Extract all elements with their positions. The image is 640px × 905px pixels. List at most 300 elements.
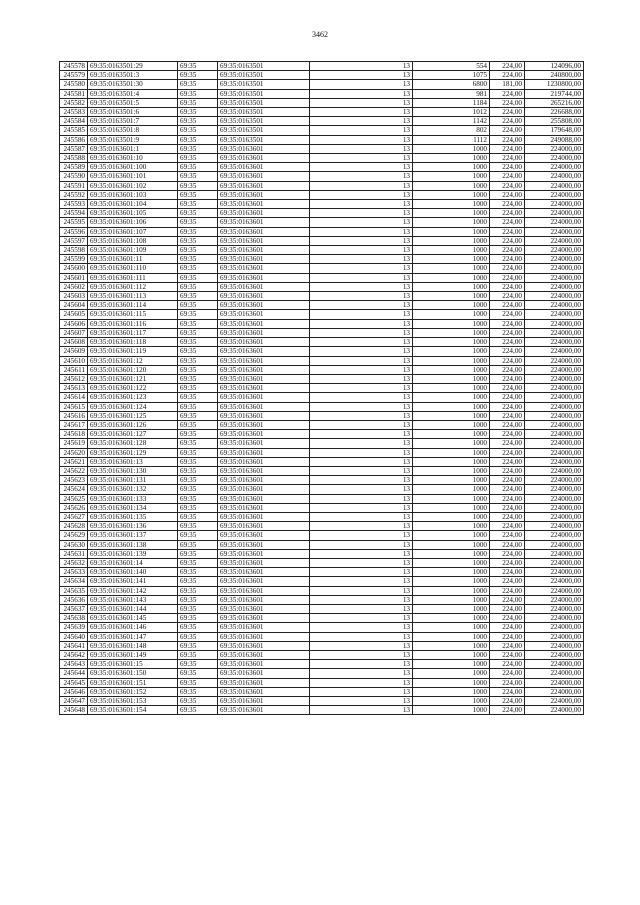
cadastral-number-cell: 69:35:0163601:146 xyxy=(88,623,178,632)
cadastral-number-cell: 69:35:0163501:3 xyxy=(88,71,178,80)
rate-cell: 224,00 xyxy=(490,98,525,107)
row-id-cell: 245612 xyxy=(60,374,88,383)
district-code-cell: 69:35 xyxy=(178,420,218,429)
row-id-cell: 245596 xyxy=(60,227,88,236)
row-id-cell: 245611 xyxy=(60,365,88,374)
table-row xyxy=(60,135,584,144)
district-code-cell: 69:35 xyxy=(178,227,218,236)
quarter-number-cell: 69:35:0163601 xyxy=(218,163,310,172)
table-row xyxy=(60,319,584,328)
table-row xyxy=(60,660,584,669)
cadastral-value-cell: 224000,00 xyxy=(525,209,584,218)
cadastral-value-cell: 224000,00 xyxy=(525,319,584,328)
cadastral-value-cell: 1230800,00 xyxy=(525,80,584,89)
quarter-number-cell: 69:35:0163601 xyxy=(218,411,310,420)
category-code-cell: 13 xyxy=(310,393,413,402)
rate-cell: 224,00 xyxy=(490,319,525,328)
cadastral-number-cell: 69:35:0163601:11 xyxy=(88,255,178,264)
rate-cell: 224,00 xyxy=(490,338,525,347)
area-cell: 1000 xyxy=(413,356,490,365)
quarter-number-cell: 69:35:0163601 xyxy=(218,393,310,402)
area-cell: 802 xyxy=(413,126,490,135)
area-cell: 1000 xyxy=(413,218,490,227)
row-id-cell: 245609 xyxy=(60,347,88,356)
cadastral-number-cell: 69:35:0163601:152 xyxy=(88,687,178,696)
quarter-number-cell: 69:35:0163601 xyxy=(218,540,310,549)
table-row xyxy=(60,264,584,273)
row-id-cell: 245605 xyxy=(60,310,88,319)
quarter-number-cell: 69:35:0163601 xyxy=(218,430,310,439)
district-code-cell: 69:35 xyxy=(178,319,218,328)
district-code-cell: 69:35 xyxy=(178,586,218,595)
category-code-cell: 13 xyxy=(310,439,413,448)
table-row xyxy=(60,595,584,604)
quarter-number-cell: 69:35:0163601 xyxy=(218,328,310,337)
cadastral-number-cell: 69:35:0163601:126 xyxy=(88,420,178,429)
cadastral-value-cell: 224000,00 xyxy=(525,494,584,503)
row-id-cell: 245610 xyxy=(60,356,88,365)
rate-cell: 224,00 xyxy=(490,356,525,365)
rate-cell: 224,00 xyxy=(490,687,525,696)
area-cell: 1000 xyxy=(413,641,490,650)
district-code-cell: 69:35 xyxy=(178,651,218,660)
category-code-cell: 13 xyxy=(310,549,413,558)
cadastral-value-cell: 224000,00 xyxy=(525,402,584,411)
table-row xyxy=(60,512,584,521)
table-row xyxy=(60,706,584,715)
cadastral-value-cell: 224000,00 xyxy=(525,623,584,632)
quarter-number-cell: 69:35:0163601 xyxy=(218,522,310,531)
table-row xyxy=(60,439,584,448)
category-code-cell: 13 xyxy=(310,200,413,209)
rate-cell: 224,00 xyxy=(490,384,525,393)
table-row xyxy=(60,209,584,218)
row-id-cell: 245590 xyxy=(60,172,88,181)
cadastral-number-cell: 69:35:0163601:153 xyxy=(88,697,178,706)
quarter-number-cell: 69:35:0163601 xyxy=(218,595,310,604)
category-code-cell: 13 xyxy=(310,338,413,347)
rate-cell: 224,00 xyxy=(490,154,525,163)
cadastral-number-cell: 69:35:0163601:119 xyxy=(88,347,178,356)
cadastral-number-cell: 69:35:0163501:6 xyxy=(88,108,178,117)
district-code-cell: 69:35 xyxy=(178,282,218,291)
table-row xyxy=(60,89,584,98)
category-code-cell: 13 xyxy=(310,448,413,457)
cadastral-number-cell: 69:35:0163601:122 xyxy=(88,384,178,393)
table-row xyxy=(60,411,584,420)
district-code-cell: 69:35 xyxy=(178,669,218,678)
district-code-cell: 69:35 xyxy=(178,126,218,135)
district-code-cell: 69:35 xyxy=(178,393,218,402)
category-code-cell: 13 xyxy=(310,117,413,126)
table-row xyxy=(60,494,584,503)
district-code-cell: 69:35 xyxy=(178,595,218,604)
district-code-cell: 69:35 xyxy=(178,209,218,218)
cadastral-value-cell: 224000,00 xyxy=(525,641,584,650)
rate-cell: 224,00 xyxy=(490,457,525,466)
cadastral-value-cell: 224000,00 xyxy=(525,144,584,153)
cadastral-number-cell: 69:35:0163601:15 xyxy=(88,660,178,669)
cadastral-number-cell: 69:35:0163601:10 xyxy=(88,154,178,163)
rate-cell: 224,00 xyxy=(490,273,525,282)
cadastral-value-cell: 224000,00 xyxy=(525,163,584,172)
category-code-cell: 13 xyxy=(310,687,413,696)
row-id-cell: 245634 xyxy=(60,577,88,586)
cadastral-value-cell: 224000,00 xyxy=(525,687,584,696)
row-id-cell: 245580 xyxy=(60,80,88,89)
category-code-cell: 13 xyxy=(310,540,413,549)
district-code-cell: 69:35 xyxy=(178,264,218,273)
table-row xyxy=(60,457,584,466)
district-code-cell: 69:35 xyxy=(178,641,218,650)
district-code-cell: 69:35 xyxy=(178,144,218,153)
row-id-cell: 245619 xyxy=(60,439,88,448)
district-code-cell: 69:35 xyxy=(178,549,218,558)
district-code-cell: 69:35 xyxy=(178,135,218,144)
area-cell: 1000 xyxy=(413,522,490,531)
district-code-cell: 69:35 xyxy=(178,62,218,71)
row-id-cell: 245642 xyxy=(60,651,88,660)
category-code-cell: 13 xyxy=(310,172,413,181)
table-row xyxy=(60,356,584,365)
area-cell: 1000 xyxy=(413,273,490,282)
cadastral-value-cell: 255808,00 xyxy=(525,117,584,126)
cadastral-value-cell: 226688,00 xyxy=(525,108,584,117)
table-row xyxy=(60,604,584,613)
district-code-cell: 69:35 xyxy=(178,568,218,577)
row-id-cell: 245643 xyxy=(60,660,88,669)
rate-cell: 224,00 xyxy=(490,218,525,227)
rate-cell: 224,00 xyxy=(490,632,525,641)
rate-cell: 224,00 xyxy=(490,172,525,181)
district-code-cell: 69:35 xyxy=(178,301,218,310)
table-row xyxy=(60,466,584,475)
area-cell: 1000 xyxy=(413,531,490,540)
rate-cell: 224,00 xyxy=(490,706,525,715)
table-row xyxy=(60,577,584,586)
row-id-cell: 245599 xyxy=(60,255,88,264)
rate-cell: 224,00 xyxy=(490,190,525,199)
rate-cell: 224,00 xyxy=(490,365,525,374)
category-code-cell: 13 xyxy=(310,430,413,439)
district-code-cell: 69:35 xyxy=(178,374,218,383)
row-id-cell: 245640 xyxy=(60,632,88,641)
row-id-cell: 245627 xyxy=(60,512,88,521)
category-code-cell: 13 xyxy=(310,641,413,650)
area-cell: 1000 xyxy=(413,181,490,190)
area-cell: 1000 xyxy=(413,282,490,291)
rate-cell: 224,00 xyxy=(490,595,525,604)
area-cell: 1000 xyxy=(413,172,490,181)
quarter-number-cell: 69:35:0163601 xyxy=(218,310,310,319)
cadastral-number-cell: 69:35:0163601:141 xyxy=(88,577,178,586)
area-cell: 1000 xyxy=(413,411,490,420)
area-cell: 1000 xyxy=(413,365,490,374)
quarter-number-cell: 69:35:0163601 xyxy=(218,246,310,255)
category-code-cell: 13 xyxy=(310,264,413,273)
cadastral-number-cell: 69:35:0163601:136 xyxy=(88,522,178,531)
quarter-number-cell: 69:35:0163601 xyxy=(218,227,310,236)
quarter-number-cell: 69:35:0163601 xyxy=(218,687,310,696)
row-id-cell: 245584 xyxy=(60,117,88,126)
rate-cell: 224,00 xyxy=(490,485,525,494)
area-cell: 1000 xyxy=(413,227,490,236)
rate-cell: 224,00 xyxy=(490,641,525,650)
table-row xyxy=(60,393,584,402)
row-id-cell: 245623 xyxy=(60,476,88,485)
category-code-cell: 13 xyxy=(310,660,413,669)
cadastral-number-cell: 69:35:0163601:110 xyxy=(88,264,178,273)
quarter-number-cell: 69:35:0163601 xyxy=(218,558,310,567)
cadastral-value-cell: 224000,00 xyxy=(525,255,584,264)
area-cell: 1000 xyxy=(413,301,490,310)
category-code-cell: 13 xyxy=(310,310,413,319)
table-row xyxy=(60,623,584,632)
row-id-cell: 245608 xyxy=(60,338,88,347)
category-code-cell: 13 xyxy=(310,246,413,255)
row-id-cell: 245606 xyxy=(60,319,88,328)
rate-cell: 224,00 xyxy=(490,540,525,549)
cadastral-value-cell: 224000,00 xyxy=(525,522,584,531)
area-cell: 1000 xyxy=(413,485,490,494)
area-cell: 1000 xyxy=(413,577,490,586)
row-id-cell: 245597 xyxy=(60,236,88,245)
area-cell: 1000 xyxy=(413,292,490,301)
quarter-number-cell: 69:35:0163601 xyxy=(218,144,310,153)
table-row xyxy=(60,328,584,337)
area-cell: 1000 xyxy=(413,144,490,153)
category-code-cell: 13 xyxy=(310,411,413,420)
table-row xyxy=(60,292,584,301)
category-code-cell: 13 xyxy=(310,697,413,706)
district-code-cell: 69:35 xyxy=(178,80,218,89)
cadastral-number-cell: 69:35:0163601:147 xyxy=(88,632,178,641)
cadastral-number-cell: 69:35:0163601:100 xyxy=(88,163,178,172)
row-id-cell: 245589 xyxy=(60,163,88,172)
cadastral-value-cell: 224000,00 xyxy=(525,448,584,457)
district-code-cell: 69:35 xyxy=(178,522,218,531)
quarter-number-cell: 69:35:0163601 xyxy=(218,697,310,706)
district-code-cell: 69:35 xyxy=(178,466,218,475)
area-cell: 1000 xyxy=(413,549,490,558)
area-cell: 1000 xyxy=(413,236,490,245)
table-row xyxy=(60,80,584,89)
cadastral-value-cell: 265216,00 xyxy=(525,98,584,107)
row-id-cell: 245633 xyxy=(60,568,88,577)
rate-cell: 224,00 xyxy=(490,209,525,218)
cadastral-number-cell: 69:35:0163601:131 xyxy=(88,476,178,485)
table-body xyxy=(60,62,584,715)
row-id-cell: 245646 xyxy=(60,687,88,696)
district-code-cell: 69:35 xyxy=(178,678,218,687)
row-id-cell: 245626 xyxy=(60,503,88,512)
district-code-cell: 69:35 xyxy=(178,660,218,669)
rate-cell: 224,00 xyxy=(490,310,525,319)
district-code-cell: 69:35 xyxy=(178,485,218,494)
cadastral-value-cell: 224000,00 xyxy=(525,651,584,660)
district-code-cell: 69:35 xyxy=(178,623,218,632)
quarter-number-cell: 69:35:0163501 xyxy=(218,108,310,117)
area-cell: 1000 xyxy=(413,669,490,678)
area-cell: 1000 xyxy=(413,623,490,632)
cadastral-value-cell: 224000,00 xyxy=(525,273,584,282)
quarter-number-cell: 69:35:0163601 xyxy=(218,282,310,291)
district-code-cell: 69:35 xyxy=(178,98,218,107)
area-cell: 1000 xyxy=(413,384,490,393)
rate-cell: 224,00 xyxy=(490,264,525,273)
cadastral-value-cell: 224000,00 xyxy=(525,577,584,586)
district-code-cell: 69:35 xyxy=(178,457,218,466)
cadastral-number-cell: 69:35:0163601:106 xyxy=(88,218,178,227)
row-id-cell: 245641 xyxy=(60,641,88,650)
table-row xyxy=(60,549,584,558)
category-code-cell: 13 xyxy=(310,356,413,365)
area-cell: 1000 xyxy=(413,687,490,696)
cadastral-number-cell: 69:35:0163601:13 xyxy=(88,457,178,466)
row-id-cell: 245622 xyxy=(60,466,88,475)
row-id-cell: 245624 xyxy=(60,485,88,494)
rate-cell: 224,00 xyxy=(490,568,525,577)
cadastral-number-cell: 69:35:0163601:114 xyxy=(88,301,178,310)
row-id-cell: 245613 xyxy=(60,384,88,393)
category-code-cell: 13 xyxy=(310,632,413,641)
cadastral-value-cell: 224000,00 xyxy=(525,154,584,163)
row-id-cell: 245588 xyxy=(60,154,88,163)
table-row xyxy=(60,522,584,531)
rate-cell: 224,00 xyxy=(490,448,525,457)
rate-cell: 224,00 xyxy=(490,604,525,613)
table-row xyxy=(60,540,584,549)
area-cell: 1000 xyxy=(413,558,490,567)
category-code-cell: 13 xyxy=(310,108,413,117)
cadastral-number-cell: 69:35:0163601:107 xyxy=(88,227,178,236)
category-code-cell: 13 xyxy=(310,218,413,227)
table-row xyxy=(60,420,584,429)
rate-cell: 224,00 xyxy=(490,586,525,595)
table-row xyxy=(60,558,584,567)
cadastral-value-cell: 240800,00 xyxy=(525,71,584,80)
quarter-number-cell: 69:35:0163601 xyxy=(218,577,310,586)
row-id-cell: 245638 xyxy=(60,614,88,623)
district-code-cell: 69:35 xyxy=(178,558,218,567)
area-cell: 1000 xyxy=(413,200,490,209)
quarter-number-cell: 69:35:0163601 xyxy=(218,614,310,623)
quarter-number-cell: 69:35:0163601 xyxy=(218,218,310,227)
area-cell: 1000 xyxy=(413,540,490,549)
district-code-cell: 69:35 xyxy=(178,494,218,503)
row-id-cell: 245617 xyxy=(60,420,88,429)
rate-cell: 224,00 xyxy=(490,614,525,623)
category-code-cell: 13 xyxy=(310,282,413,291)
category-code-cell: 13 xyxy=(310,568,413,577)
area-cell: 1142 xyxy=(413,117,490,126)
quarter-number-cell: 69:35:0163601 xyxy=(218,549,310,558)
table-row xyxy=(60,190,584,199)
area-cell: 1000 xyxy=(413,310,490,319)
area-cell: 1000 xyxy=(413,503,490,512)
cadastral-number-cell: 69:35:0163601:132 xyxy=(88,485,178,494)
district-code-cell: 69:35 xyxy=(178,328,218,337)
quarter-number-cell: 69:35:0163501 xyxy=(218,117,310,126)
area-cell: 1000 xyxy=(413,614,490,623)
area-cell: 1000 xyxy=(413,328,490,337)
category-code-cell: 13 xyxy=(310,669,413,678)
area-cell: 1000 xyxy=(413,393,490,402)
quarter-number-cell: 69:35:0163601 xyxy=(218,660,310,669)
area-cell: 1000 xyxy=(413,347,490,356)
rate-cell: 224,00 xyxy=(490,651,525,660)
cadastral-value-cell: 224000,00 xyxy=(525,420,584,429)
cadastral-value-cell: 224000,00 xyxy=(525,604,584,613)
cadastral-number-cell: 69:35:0163601:138 xyxy=(88,540,178,549)
table-row xyxy=(60,697,584,706)
rate-cell: 224,00 xyxy=(490,678,525,687)
category-code-cell: 13 xyxy=(310,144,413,153)
quarter-number-cell: 69:35:0163601 xyxy=(218,448,310,457)
table-row xyxy=(60,586,584,595)
area-cell: 1000 xyxy=(413,595,490,604)
table-row xyxy=(60,273,584,282)
cadastral-number-cell: 69:35:0163601:145 xyxy=(88,614,178,623)
table-row xyxy=(60,282,584,291)
cadastral-value-cell: 224000,00 xyxy=(525,181,584,190)
table-row xyxy=(60,154,584,163)
quarter-number-cell: 69:35:0163601 xyxy=(218,651,310,660)
district-code-cell: 69:35 xyxy=(178,338,218,347)
table-row xyxy=(60,374,584,383)
table-row xyxy=(60,62,584,71)
cadastral-number-cell: 69:35:0163601:151 xyxy=(88,678,178,687)
cadastral-value-cell: 224000,00 xyxy=(525,512,584,521)
category-code-cell: 13 xyxy=(310,227,413,236)
category-code-cell: 13 xyxy=(310,503,413,512)
district-code-cell: 69:35 xyxy=(178,384,218,393)
rate-cell: 224,00 xyxy=(490,669,525,678)
category-code-cell: 13 xyxy=(310,384,413,393)
row-id-cell: 245591 xyxy=(60,181,88,190)
cadastral-value-cell: 224000,00 xyxy=(525,568,584,577)
cadastral-value-cell: 224000,00 xyxy=(525,457,584,466)
district-code-cell: 69:35 xyxy=(178,310,218,319)
cadastral-number-cell: 69:35:0163601:109 xyxy=(88,246,178,255)
cadastral-value-cell: 224000,00 xyxy=(525,393,584,402)
category-code-cell: 13 xyxy=(310,678,413,687)
table-row xyxy=(60,163,584,172)
table-row xyxy=(60,255,584,264)
category-code-cell: 13 xyxy=(310,126,413,135)
table-row xyxy=(60,669,584,678)
area-cell: 1000 xyxy=(413,319,490,328)
cadastral-value-cell: 224000,00 xyxy=(525,347,584,356)
cadastral-number-cell: 69:35:0163601:103 xyxy=(88,190,178,199)
cadastral-number-cell: 69:35:0163501:30 xyxy=(88,80,178,89)
cadastral-value-cell: 224000,00 xyxy=(525,558,584,567)
quarter-number-cell: 69:35:0163601 xyxy=(218,301,310,310)
cadastral-value-cell: 224000,00 xyxy=(525,669,584,678)
row-id-cell: 245601 xyxy=(60,273,88,282)
table-row xyxy=(60,448,584,457)
row-id-cell: 245625 xyxy=(60,494,88,503)
row-id-cell: 245583 xyxy=(60,108,88,117)
cadastral-number-cell: 69:35:0163601:12 xyxy=(88,356,178,365)
cadastral-number-cell: 69:35:0163601:1 xyxy=(88,144,178,153)
row-id-cell: 245603 xyxy=(60,292,88,301)
table-row xyxy=(60,384,584,393)
area-cell: 1000 xyxy=(413,697,490,706)
rate-cell: 224,00 xyxy=(490,246,525,255)
cadastral-number-cell: 69:35:0163601:123 xyxy=(88,393,178,402)
category-code-cell: 13 xyxy=(310,420,413,429)
